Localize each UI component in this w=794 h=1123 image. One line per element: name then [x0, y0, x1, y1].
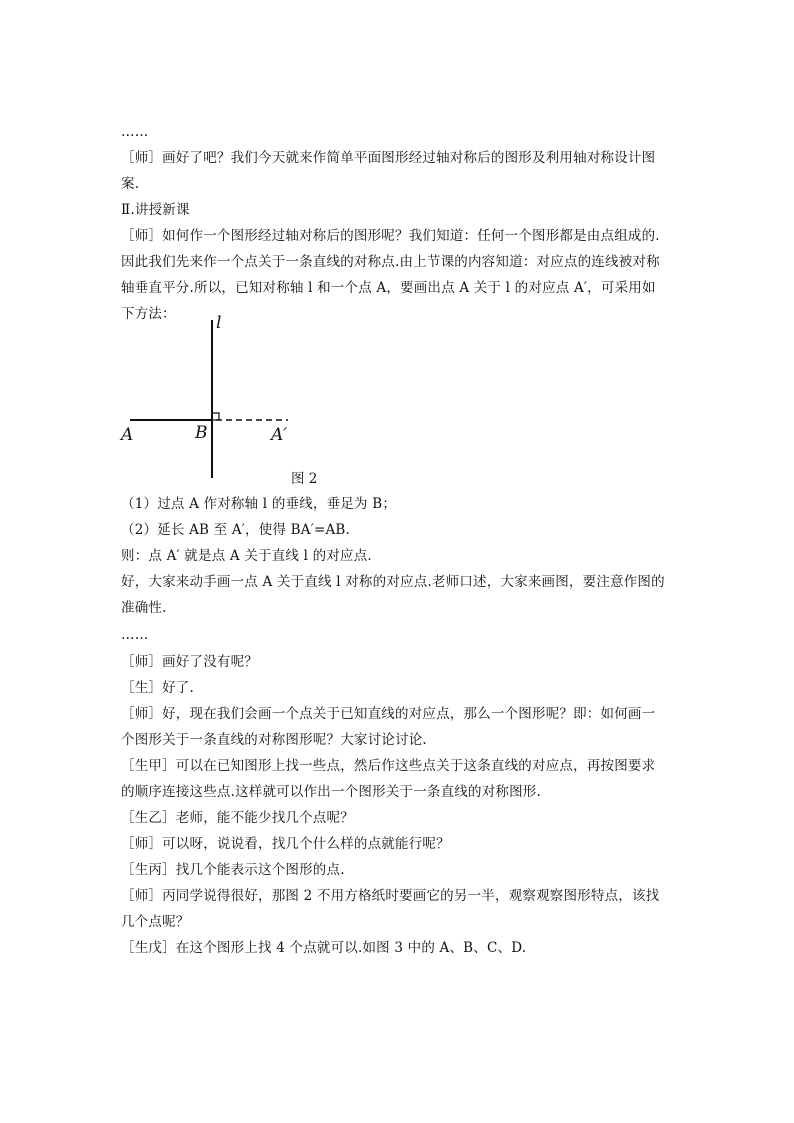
text-line: 准确性.: [121, 600, 167, 616]
figure-caption: 图 2: [291, 471, 318, 487]
dialogue-line: ［师］丙同学说得很好，那图 2 不用方格纸时要画它的另一半，观察观察图形特点，该找: [121, 888, 660, 904]
dialogue-line: ［师］可以呀，说说看，找几个什么样的点就能行呢？: [121, 836, 450, 852]
dialogue-line: 的顺序连接这些点.这样就可以作出一个图形关于一条直线的对称图形.: [121, 784, 541, 800]
dialogue-line: ［师］画好了没有呢？: [121, 654, 258, 670]
ellipsis-1: ……: [121, 124, 149, 140]
section-heading: Ⅱ.讲授新课: [121, 202, 190, 218]
figure-2-diagram: [110, 310, 310, 485]
dialogue-line: ［生戊］在这个图形上找 4 个点就可以.如图 3 中的 A、B、C、D.: [121, 940, 527, 956]
label-l: l: [216, 313, 222, 333]
dialogue-line: ［师］好，现在我们会画一个点关于已知直线的对应点，那么一个图形呢？即：如何画一: [121, 706, 656, 722]
dialogue-line: ［生乙］老师，能不能少找几个点呢？: [121, 810, 354, 826]
dialogue-line: ［生甲］可以在已知图形上找一些点，然后作这些点关于这条直线的对应点，再按图要求: [121, 758, 656, 774]
dialogue-line: ［生］好了.: [121, 680, 194, 696]
text-line: 案.: [121, 176, 140, 192]
dialogue-line: ［生丙］找几个能表示这个图形的点.: [121, 862, 345, 878]
ellipsis-2: ……: [121, 627, 149, 643]
right-angle-mark: [212, 413, 219, 420]
text-line: 则：点 A′ 就是点 A 关于直线 l 的对应点.: [121, 548, 372, 564]
text-line: 因此我们先来作一个点关于一条直线的对称点.由上节课的内容知道：对应点的连线被对称: [121, 254, 660, 270]
label-B: B: [195, 423, 208, 443]
dialogue-line: 个图形关于一条直线的对称图形呢？大家讨论讨论.: [121, 732, 427, 748]
step-2: （2）延长 AB 至 A′，使得 BA′=AB.: [121, 522, 351, 538]
step-1: （1）过点 A 作对称轴 l 的垂线，垂足为 B；: [121, 496, 397, 512]
text-line: 下方法：: [121, 306, 176, 322]
text-line: 轴垂直平分.所以，已知对称轴 l 和一个点 A，要画出点 A 关于 l 的对应点 A′，可采用如: [121, 280, 656, 296]
label-A-prime: A′: [271, 425, 288, 445]
text-line: ［师］画好了吧？我们今天就来作简单平面图形经过轴对称后的图形及利用轴对称设计图: [121, 150, 656, 166]
label-A: A: [121, 425, 134, 445]
text-line: ［师］如何作一个图形经过轴对称后的图形呢？我们知道：任何一个图形都是由点组成的.: [121, 228, 660, 244]
dialogue-line: 几个点呢？: [121, 914, 190, 930]
text-line: 好，大家来动手画一点 A 关于直线 l 对称的对应点.老师口述，大家来画图，要注意作图的: [121, 574, 665, 590]
